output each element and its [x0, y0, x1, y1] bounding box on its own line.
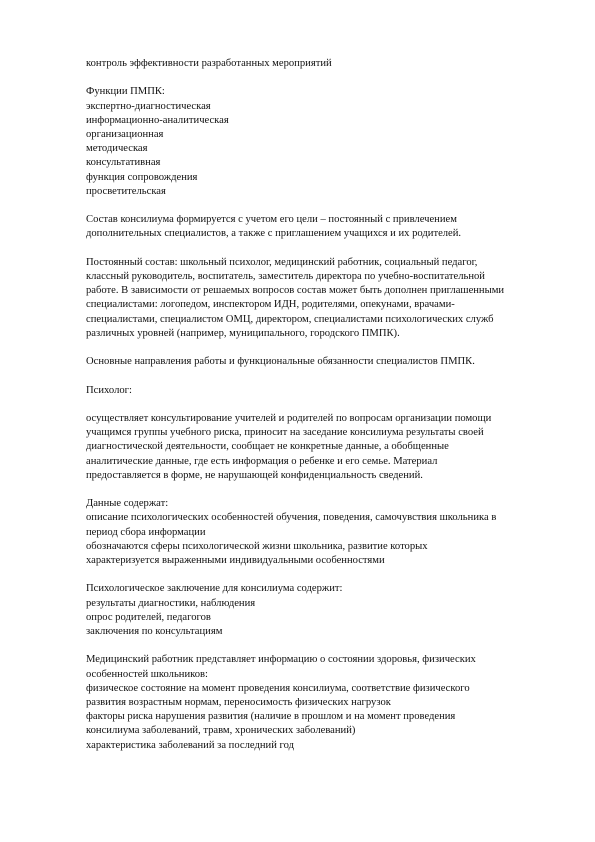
conclusion-line: заключения по консультациям [86, 626, 223, 637]
psychologist-line: предоставляется в форме, не нарушающей конфиденциальность сведений. [86, 469, 423, 481]
spacer [86, 199, 556, 213]
spacer [86, 242, 556, 256]
conclusion-heading: Психологическое заключение для консилиума содержит: [86, 583, 343, 595]
control-line: контроль эффективности разработанных мероприятий [86, 58, 332, 69]
spacer [86, 483, 556, 497]
spacer [86, 369, 556, 383]
psychologist-heading: Психолог: [86, 384, 132, 396]
conclusion-line: опрос родителей, педагогов [86, 611, 211, 623]
psychologist-line: учащимся группы учебного риска, приносит на заседание консилиума результаты своей [86, 427, 484, 439]
permanent-composition-line: Постоянный состав: школьный психолог, медицинский работник, социальный педагог, [86, 256, 478, 268]
spacer [86, 568, 556, 582]
medical-line: развития возрастным нормам, переносимость физических нагрузок [86, 697, 391, 708]
document-body [86, 57, 556, 753]
data-contains-line: период сбора информации [86, 526, 206, 538]
permanent-composition-line: различных уровней (например, муниципального, городского ПМПК). [86, 327, 400, 339]
function-item: методическая [86, 143, 148, 155]
medical-line: физическое состояние на момент проведения консилиума, соответствие физического [86, 682, 470, 694]
psychologist-line: осуществляет консультирование учителей и родителей по вопросам организации помощи [86, 412, 492, 424]
psychologist-line: диагностической деятельности, сообщает не конкретные данные, а обобщенные [86, 441, 449, 453]
directions-heading: Основные направления работы и функциональные обязанности специалистов ПМПК. [86, 356, 475, 368]
medical-line: консилиума заболеваний, травм, хронических заболеваний) [86, 725, 356, 737]
function-item: информационно-аналитическая [86, 114, 229, 126]
spacer [86, 639, 556, 653]
permanent-composition-line: специалистами: логопедом, инспектором ИДН, родителями, опекунами, врачами- [86, 299, 455, 311]
function-item: организационная [86, 129, 164, 140]
data-contains-line: описание психологических особенностей обучения, поведения, самочувствия школьника в [86, 512, 497, 524]
data-contains-line: обозначаются сферы психологической жизни школьника, развитие которых [86, 540, 428, 552]
data-contains-line: характеризуется выраженными индивидуальными особенностями [86, 555, 385, 566]
medical-line: факторы риска нарушения развития (наличие в прошлом и на момент проведения [86, 711, 456, 723]
function-item: консультативная [86, 157, 161, 169]
psychologist-line: аналитические данные, где есть информация о ребенке и его семье. Материал [86, 455, 438, 467]
data-contains-heading: Данные содержат: [86, 498, 169, 510]
medical-line: характеристика заболеваний за последний год [86, 739, 294, 751]
composition-line: дополнительных специалистов, а также с приглашением учащихся и их родителей. [86, 228, 462, 240]
medical-line: Медицинский работник представляет информацию о состоянии здоровья, физических [86, 654, 476, 666]
permanent-composition-line: классный руководитель, воспитатель, заместитель директора по учебно-воспитательной [86, 271, 485, 282]
conclusion-line: результаты диагностики, наблюдения [86, 597, 256, 609]
functions-title: Функции ПМПК: [86, 86, 165, 98]
permanent-composition-line: специалистами, специалистом ОМЦ, директором, специалистами психологических служб [86, 313, 494, 325]
spacer [86, 398, 556, 412]
composition-line: Состав консилиума формируется с учетом его цели – постоянный с привлечением [86, 214, 457, 226]
function-item: экспертно-диагностическая [86, 100, 211, 112]
medical-line: особенностей школьников: [86, 668, 208, 680]
spacer [86, 341, 556, 355]
permanent-composition-line: работе. В зависимости от решаемых вопросов состав может быть дополнен приглашенными [86, 285, 505, 297]
function-item: просветительская [86, 185, 166, 197]
spacer [86, 71, 556, 85]
function-item: функция сопровождения [86, 171, 198, 183]
